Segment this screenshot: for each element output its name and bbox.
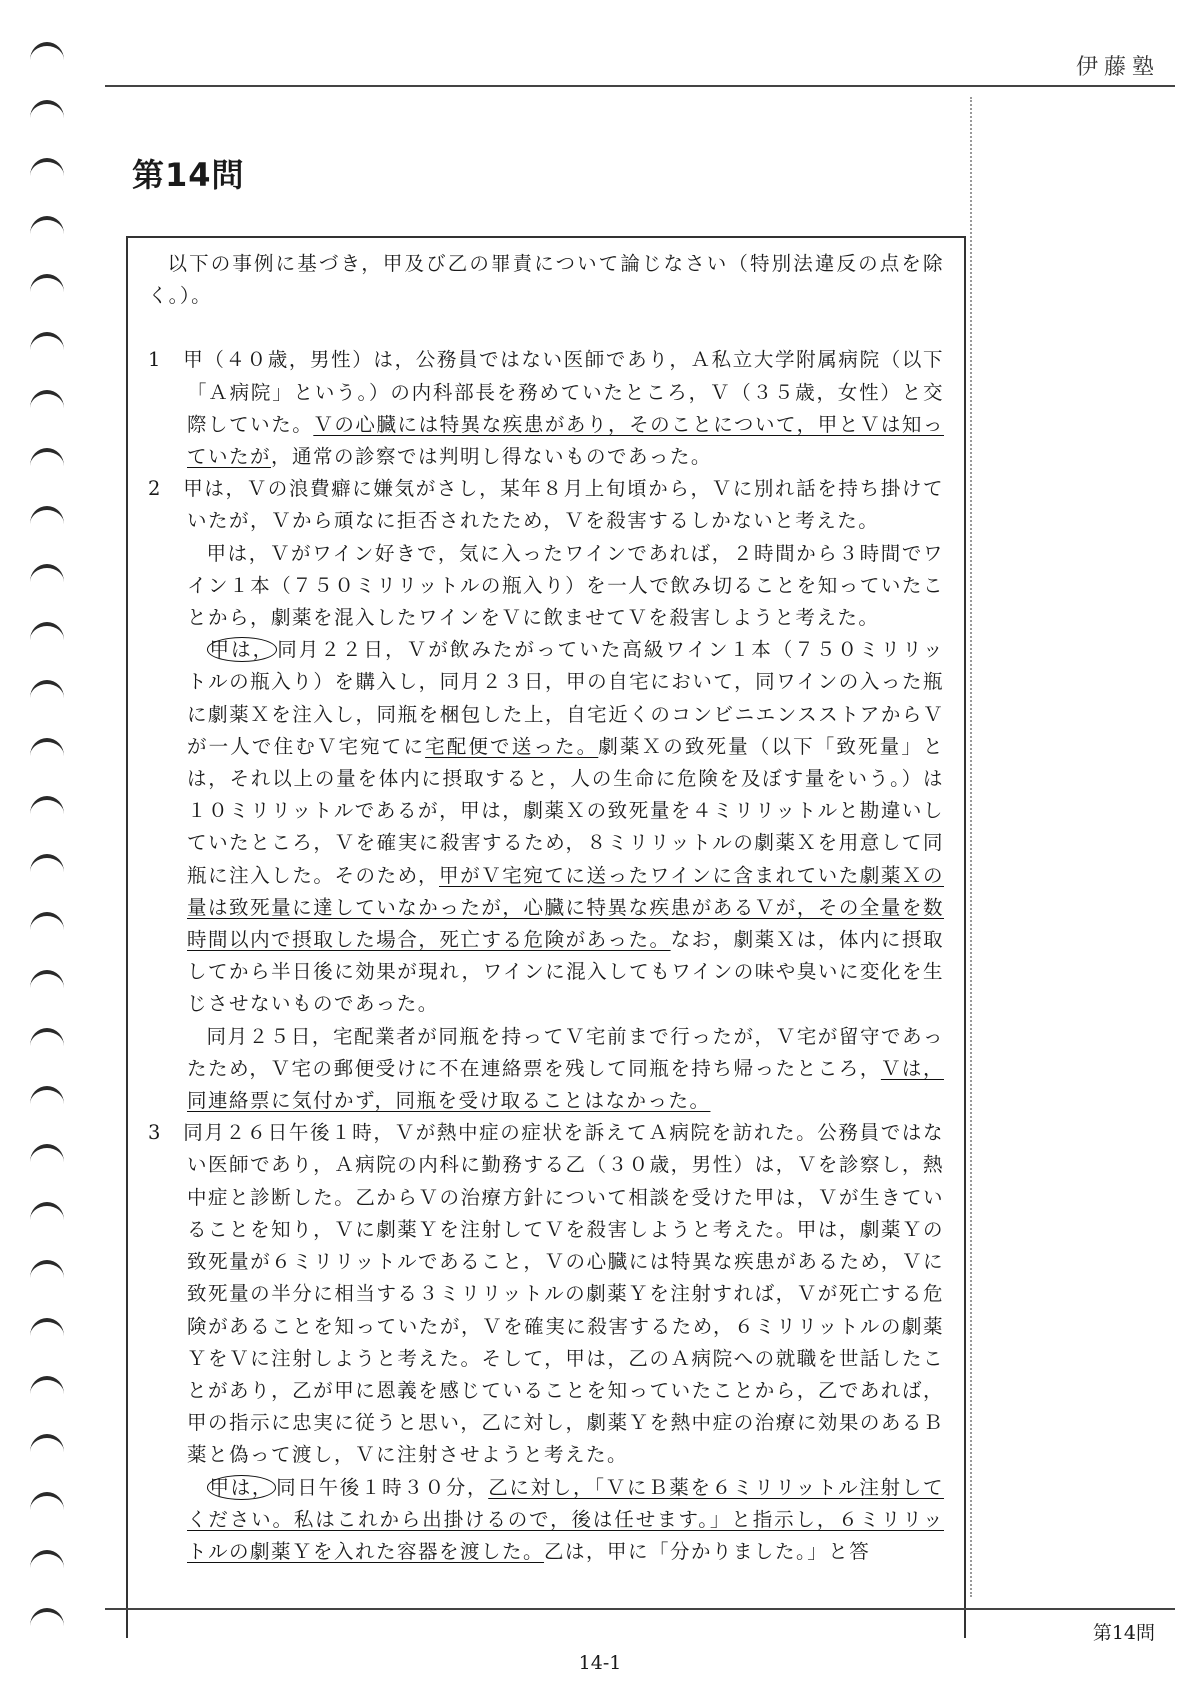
section-1	[148, 344, 944, 473]
section-text: ，通常の診察では判明し得ないものであった。	[271, 445, 712, 469]
circled-text: 甲は，	[207, 637, 278, 662]
binding-ring	[30, 1202, 64, 1220]
binding-ring	[30, 216, 64, 234]
binding-ring	[30, 390, 64, 408]
page-number: 14-1	[578, 1652, 622, 1674]
section-number: 2	[148, 477, 162, 501]
header-divider	[105, 85, 1175, 87]
binding-ring	[30, 1144, 64, 1162]
section-text: 同月２２日，Ｖが飲みたがっていた高級ワイン１本（７５０ミリリットルの瓶入り）を購入し，同月２３日，甲の自宅において，同ワインの入った瓶に劇薬Ｘを注入し，同瓶を梱包した上，自宅近くのコンビニエンスストアからＶが一人で住むＶ宅宛てに	[187, 638, 944, 758]
section-number: 1	[148, 348, 162, 372]
section-3-paragraph	[148, 1472, 944, 1569]
binding-ring	[30, 854, 64, 872]
section-text: 甲は，Ｖの浪費癖に嫌気がさし，某年８月上旬頃から，Ｖに別れ話を持ち掛けていたが，Ｖから頑なに拒否されたため，Ｖを殺害するしかないと考えた。	[183, 477, 944, 533]
binding-ring	[30, 274, 64, 292]
binding-ring	[30, 564, 64, 582]
question-body	[148, 248, 944, 1568]
section-text: 同日午後１時３０分，	[276, 1475, 489, 1499]
section-text: 同月２６日午後１時，Ｖが熱中症の症状を訴えてＡ病院を訪れた。公務員ではない医師であり，Ａ病院の内科に勤務する乙（３０歳，男性）は，Ｖを診察し，熱中症と診断した。乙からＶの治療方針について相談を受けた甲は，Ｖが生きていることを知り，Ｖに劇薬Ｙを注射してＶを殺害しようと考えた。甲は，劇薬Ｙの致死量が６ミリリットルであること，Ｖの心臓には特異な疾患があるため，Ｖに致死量の半分に相当する３ミリリットルの劇薬Ｙを注射すれば，Ｖが死亡する危険があることを知っていたが，Ｖを確実に殺害するため，６ミリリットルの劇薬ＹをＶに注射しようと考えた。そして，甲は，乙のＡ病院への就職を世話したことがあり，乙が甲に恩義を感じていることを知っていたことから，乙であれば，甲の指示に忠実に従うと思い，乙に対し，劇薬Ｙを熱中症の治療に効果のあるＢ薬と偽って渡し，Ｖに注射させようと考えた。	[183, 1121, 944, 1467]
binding-ring	[30, 680, 64, 698]
lead-instruction: 以下の事例に基づき，甲及び乙の罪責について論じなさい（特別法違反の点を除く。）。	[148, 252, 944, 308]
binding-ring	[30, 970, 64, 988]
question-title: 第14問	[132, 156, 245, 194]
underlined-text: 甲がＶ宅宛てに送ったワインに含まれていた劇薬Ｘの量は致死量に達していなかったが，心臓に特異な疾患があるＶが，その全量を数時間以内で摂取した場合，死亡する危険があった。	[187, 863, 944, 952]
underlined-text: 乙に対し，「ＶにＢ薬を６ミリリットル注射してください。私はこれから出掛けるので，後は任せます。」と指示し，６ミリリットルの劇薬Ｙを入れた容器を渡した。	[187, 1475, 944, 1563]
binding-ring	[30, 506, 64, 524]
section-2-paragraph	[148, 1021, 944, 1118]
binding-ring	[30, 796, 64, 814]
binding-ring	[30, 158, 64, 176]
binding-ring	[30, 1492, 64, 1510]
footer-question-label: 第14問	[1092, 1622, 1155, 1644]
section-3	[148, 1117, 944, 1471]
binding-ring	[30, 1608, 64, 1626]
binding-ring	[30, 42, 64, 60]
binding-rings	[22, 30, 72, 1670]
binding-ring	[30, 1434, 64, 1452]
binding-ring	[30, 1550, 64, 1568]
section-text: 劇薬Ｘの致死量（以下「致死量」とは，それ以上の量を体内に摂取すると，人の生命に危険を及ぼす量をいう。）は１０ミリリットルであるが，甲は，劇薬Ｘの致死量を４ミリリットルと勘違いしていたところ，Ｖを確実に殺害するため，８ミリリットルの劇薬Ｘを用意して同瓶に注入した。そのため，	[187, 734, 944, 887]
binding-ring	[30, 332, 64, 350]
section-text: 同月２５日，宅配業者が同瓶を持ってＶ宅前まで行ったが，Ｖ宅が留守であったため，Ｖ宅の郵便受けに不在連絡票を残して同瓶を持ち帰ったところ，	[187, 1024, 944, 1080]
section-number: 3	[148, 1121, 162, 1145]
section-2	[148, 473, 944, 537]
underlined-text: Ｖの心臓には特異な疾患があり，そのことについて，甲とＶは知っていたが	[187, 412, 944, 469]
binding-ring	[30, 1376, 64, 1394]
circled-text: 甲は，	[207, 1475, 277, 1500]
binding-ring	[30, 100, 64, 118]
section-text: 乙は，甲に「分かりました。」と答	[544, 1539, 871, 1563]
binding-ring	[30, 1086, 64, 1104]
margin-divider	[970, 97, 972, 1597]
header-organization: 伊藤塾	[1075, 55, 1160, 80]
binding-ring	[30, 1028, 64, 1046]
section-text: 甲（４０歳，男性）は，公務員ではない医師であり，Ａ私立大学附属病院（以下「Ａ病院」という。）の内科部長を務めていたところ，Ｖ（３５歳，女性）と交際していた。	[183, 348, 944, 436]
section-2-paragraph	[148, 634, 944, 1020]
underlined-text: 宅配便で送った。	[425, 734, 599, 758]
binding-ring	[30, 622, 64, 640]
binding-ring	[30, 912, 64, 930]
section-text: なお，劇薬Ｘは，体内に摂取してから半日後に効果が現れ，ワインに混入してもワインの味や臭いに変化を生じさせないものであった。	[187, 928, 944, 1016]
section-2-paragraph: 甲は，Ｖがワイン好きで，気に入ったワインであれば，２時間から３時間でワイン１本（７５０ミリリットルの瓶入り）を一人で飲み切ることを知っていたことから，劇薬を混入したワインをＶに飲ませてＶを殺害しようと考えた。	[187, 541, 944, 630]
footer-divider	[105, 1608, 1175, 1610]
binding-ring	[30, 448, 64, 466]
binding-ring	[30, 1318, 64, 1336]
binding-ring	[30, 1260, 64, 1278]
underlined-text: Ｖは，同連絡票に気付かず，同瓶を受け取ることはなかった。	[187, 1056, 944, 1113]
binding-ring	[30, 738, 64, 756]
